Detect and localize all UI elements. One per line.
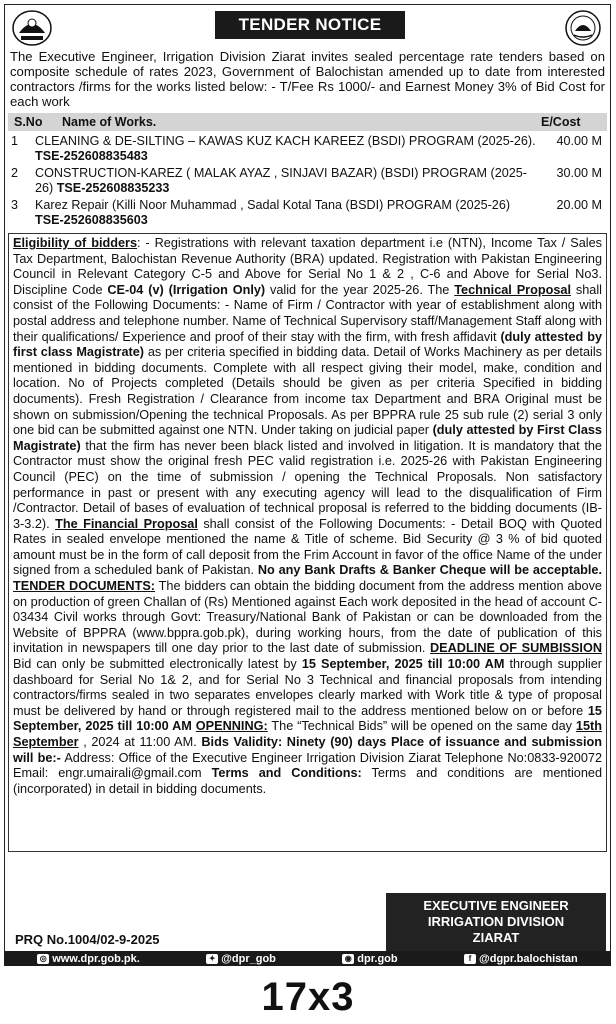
- row-name: [35, 166, 542, 196]
- tender-body: [8, 233, 607, 852]
- row-sno: 3: [11, 198, 19, 212]
- row-name: [35, 134, 542, 164]
- website-text: www.dpr.gob.pk.: [52, 952, 140, 965]
- signatory-division: IRRIGATION DIVISION: [427, 914, 565, 929]
- social-bar: [4, 951, 611, 966]
- opening-date: 15th September: [13, 719, 602, 749]
- globe-icon: ◎: [37, 954, 49, 964]
- work-title: CLEANING & DE-SILTING – KAWAS KUZ KACH KAREEZ (BSDI) PROGRAM (2025-26).: [35, 134, 536, 148]
- eligibility-text: : - Registrations with relevant taxation department i.e (NTN), Income Tax / Sales Tax Department, Balochistan Revenue Authority (BRA) updated. Registration with Pakistan Engineering Council in Relevant Category C-5 and Above for Serial No 1 & 2 , C-6 and Above for Serial No3. Discipline Code: [13, 236, 602, 297]
- tse-number: TSE-252608835233: [56, 181, 170, 195]
- col-name: Name of Works.: [62, 115, 157, 129]
- table-row: [5, 197, 610, 229]
- instagram-link[interactable]: [342, 953, 397, 965]
- ad-size-label: 17x3: [261, 975, 355, 1019]
- tender-notice-frame: [4, 4, 611, 964]
- twitter-icon: ✦: [206, 954, 218, 964]
- facebook-link[interactable]: [464, 953, 578, 965]
- tse-number: TSE-252608835603: [35, 213, 148, 227]
- table-row: [5, 133, 610, 165]
- technical-proposal-heading: Technical Proposal: [454, 282, 571, 297]
- row-cost: 30.00 M: [556, 166, 602, 180]
- undertaking-note: (duly attested by First Class Magistrate): [13, 423, 602, 453]
- row-name: [35, 198, 542, 228]
- deadline-text-2: through supplier dashboard for Serial No 1& 2, and for Serial No 3 Technical and financial proposals from intending contractors/firms sealed in two separates envelopes clearly marked with Work title & type of proposal must be delivered by hand or through registered mail to the address mentioned below on or before: [13, 657, 603, 718]
- row-sno: 2: [11, 166, 19, 180]
- financial-proposal-heading: The Financial Proposal: [55, 516, 198, 531]
- deadline-heading: DEADLINE OF SUMBISSION: [430, 641, 602, 656]
- website-link[interactable]: [37, 953, 140, 965]
- terms-heading: Terms and Conditions:: [211, 766, 362, 781]
- prq-number: PRQ No.1004/02-9-2025: [15, 932, 160, 947]
- opening-heading: OPENNING:: [195, 719, 268, 734]
- twitter-text: @dpr_gob: [221, 952, 276, 965]
- deadline-text: Bid can only be submitted electronically latest by: [13, 657, 302, 672]
- table-row: [5, 165, 610, 197]
- facebook-text: @dgpr.balochistan: [479, 952, 578, 965]
- signatory-title: EXECUTIVE ENGINEER: [423, 898, 569, 913]
- signatory-location: ZIARAT: [472, 930, 520, 945]
- row-cost: 20.00 M: [556, 198, 602, 212]
- deadline-date: 15 September, 2025 till 10:00 AM: [301, 657, 505, 672]
- deadline-date-2: 15 September, 2025 till 10:00 AM: [13, 703, 602, 734]
- terms-text: Terms and conditions are mentioned (incorporated) in detail in bidding documents.: [13, 766, 602, 796]
- discipline-code: CE-04 (v) (Irrigation Only): [107, 282, 266, 297]
- opening-text: The “Technical Bids” will be opened on the same day: [267, 719, 576, 734]
- page-title: TENDER NOTICE: [215, 11, 405, 39]
- tse-number: TSE-252608835483: [35, 149, 148, 163]
- row-cost: 40.00 M: [556, 134, 602, 148]
- address-text: Address: Office of the Executive Engineer Irrigation Division Ziarat Telephone No:0833-920072 Email: engr.umairali@gmail.com: [13, 750, 602, 781]
- balochistan-emblem-left: [11, 9, 53, 47]
- intro-paragraph: The Executive Engineer, Irrigation Division Ziarat invites sealed percentage rate tenders based on composite schedule of rates 2023, Government of Balochistan amended up to date from interested contractors /firms for the works listed below: - T/Fee Rs 1000/- and Earnest Money 3% of Bid Cost for each work: [10, 49, 605, 109]
- col-cost: E/Cost: [541, 115, 581, 129]
- footer: [5, 893, 610, 955]
- work-title: CONSTRUCTION-KAREZ ( MALAK AYAZ , SINJAVI BAZAR) (BSDI) PROGRAM (2025-26): [35, 166, 527, 195]
- signatory-box: [386, 893, 606, 953]
- validity-heading: Bids Validity: Ninety (90) days Place of issuance and submission will be:-: [13, 735, 602, 765]
- eligibility-text-2: valid for the year 2025-26. The: [265, 282, 455, 297]
- twitter-link[interactable]: [206, 953, 276, 965]
- col-sno: S.No: [14, 115, 43, 129]
- opening-text-2: , 2024 at 11:00 AM.: [78, 735, 202, 749]
- facebook-icon: f: [464, 954, 476, 964]
- row-sno: 1: [11, 134, 19, 148]
- eligibility-heading: Eligibility of bidders: [13, 236, 138, 250]
- irrigation-department-logo: [562, 9, 604, 47]
- header: [5, 5, 610, 51]
- tender-documents-heading: TENDER DOCUMENTS:: [13, 579, 156, 594]
- technical-proposal-text-2: as per criteria specified in bidding data. Detail of Works Machinery as per details mentioned in bidding documents. Complete with all respect giving their model, make, condition and location. No of Projects completed (Details should be given as per criteria Specified in bidding documents). Fresh Registration / Clearance from income tax Department and BRA Original must be shown on submission/Opening the technical Proposals. As per BPPRA rule 25 sub rule (2) serial 3 only one bid can be submitted against one NTN. Under taking on judicial paper: [13, 345, 602, 438]
- technical-proposal-text-3: that the firm has never been black listed and involved in litigation. It is mandatory that the Contractor must show the original fresh PEC valid registration i.e. 2025-26 with Pakistan Engineering Council (PEC) on the time of submission / opening the Technical Proposals. Non satisfactory performance in past or present with any executing agency will lead to the disqualification of Firm /Contractor. Detail of bases of evaluation of technical proposal is referred to the bidding documents (IB-3-3.2).: [13, 438, 602, 531]
- work-title: Karez Repair (Killi Noor Muhammad , Sadal Kotal Tana (BSDI) PROGRAM (2025-26): [35, 198, 511, 212]
- affidavit-note: (duly attested by first class Magistrate): [13, 329, 603, 360]
- instagram-icon: ◉: [342, 954, 354, 964]
- bank-draft-note: No any Bank Drafts & Banker Cheque will be acceptable.: [257, 563, 602, 578]
- financial-proposal-text: shall consist of the Following Documents: - Detail BOQ with Quoted Rates in sealed envelope mentioned the name & Title of scheme. Bid Security @ 3 % of bid quoted amount must be in the form of call deposit from the Frim Account in favor of the office Name of the under signed from a scheduled bank of Pakistan.: [13, 516, 602, 578]
- instagram-text: dpr.gob: [357, 952, 398, 965]
- tender-documents-text: The bidders can obtain the bidding document from the address mention above on production of green Challan of (Rs) Mentioned against Each work deposited in the head of account C-03434 Civil works through Govt: Treasury/National Bank of Pakistan or can be downloaded from the Website of BPPRA (www.bppra.gob.pk), during working hours, from the date of publication of this invitation in newspapers till one day prior to the last date of submission.: [13, 579, 602, 656]
- works-table-header: [8, 113, 607, 131]
- technical-proposal-text: shall consist of the Following Documents: - Name of Firm / Contractor with year of establishment along with postal address and telephone number. Name of Technical Supervisory staff/Management Staff along with their qualifications/ Experience and proof of their stay with the firm, with fresh affidavit: [13, 282, 602, 344]
